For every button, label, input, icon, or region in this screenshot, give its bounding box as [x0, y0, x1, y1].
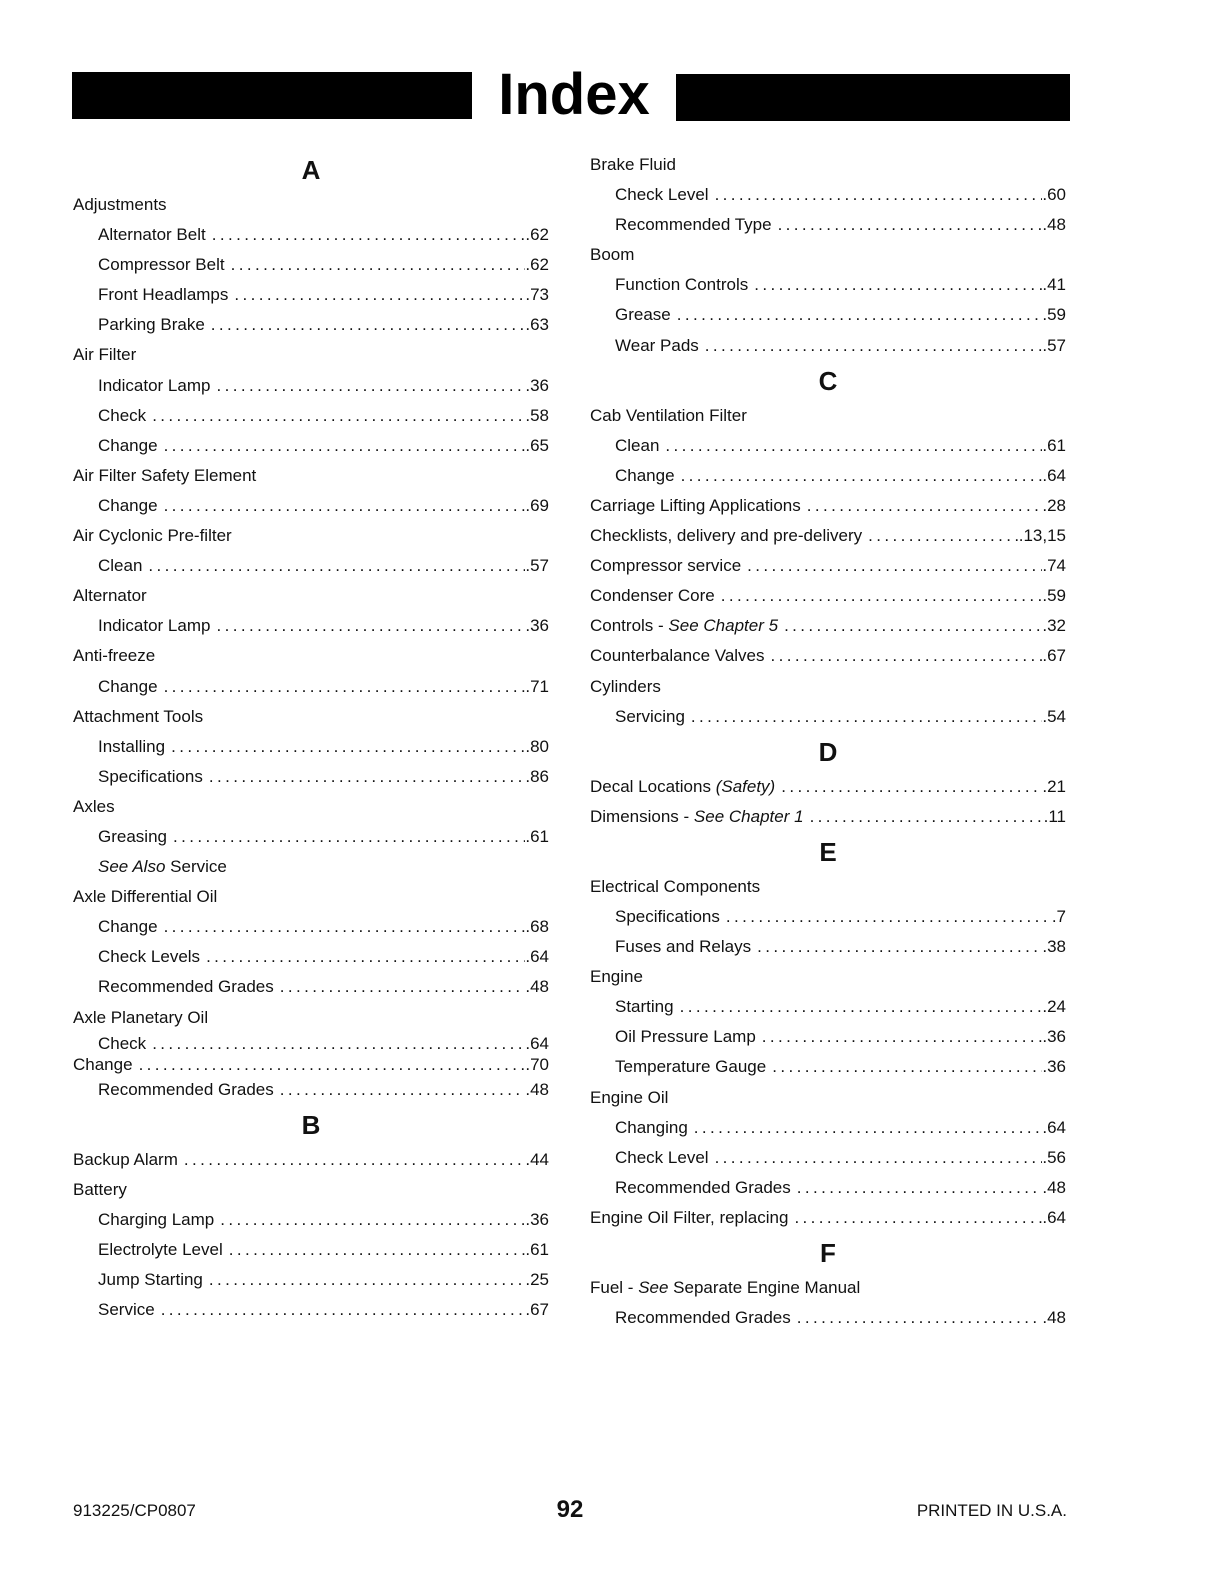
index-entry-label: Charging Lamp [98, 1209, 215, 1229]
page-reference: .62 [525, 225, 549, 245]
index-entry [73, 340, 549, 370]
dot-leader [139, 1054, 526, 1075]
index-entry-label: Check [98, 1033, 147, 1053]
index-cross-reference: (Safety) [715, 776, 776, 796]
index-subentry [590, 180, 1066, 210]
index-entry-label: Parking Brake [98, 315, 205, 335]
page-reference: .54 [1042, 706, 1066, 726]
index-entry [73, 792, 549, 822]
index-entry-label: Recommended Type [615, 215, 772, 235]
index-subentry [590, 702, 1066, 732]
index-entry-label: Specifications [98, 766, 203, 786]
page-reference: .61 [525, 826, 549, 846]
page-reference: .24 [1042, 997, 1066, 1017]
dot-leader [705, 331, 1043, 361]
index-entry-label: Oil Pressure Lamp [615, 1027, 756, 1047]
page-reference: .68 [525, 917, 549, 937]
index-entry-text: Service [165, 857, 227, 877]
index-subentry [590, 1022, 1066, 1052]
index-section-letter: B [301, 1109, 321, 1140]
page-reference: .65 [525, 435, 549, 455]
index-subentry [73, 310, 549, 340]
index-subentry [73, 672, 549, 702]
page-reference: .80 [525, 736, 549, 756]
page-reference: .41 [1042, 275, 1066, 295]
page-reference: .38 [1042, 937, 1066, 957]
index-entry [73, 581, 549, 611]
dot-leader [807, 491, 1043, 521]
page-reference: .70 [525, 1054, 549, 1074]
index-subentry [73, 1295, 549, 1325]
index-entry-label: Change [615, 465, 675, 485]
index-subentry [590, 932, 1066, 962]
index-entry-label [590, 802, 810, 832]
page-reference: .64 [1042, 1117, 1066, 1137]
index-subentry [73, 822, 549, 852]
page-reference: .61 [1042, 435, 1066, 455]
index-entry-label: Compressor Belt [98, 255, 225, 275]
dot-leader [810, 802, 1044, 832]
index-entry-label: Attachment Tools [73, 706, 204, 726]
page-reference: .28 [1042, 495, 1066, 515]
dot-leader [184, 1145, 525, 1175]
index-subentry [590, 992, 1066, 1022]
index-entry [73, 190, 549, 220]
index-entry-text: Decal Locations [590, 776, 716, 796]
index-entry-label [590, 611, 784, 641]
index-subentry [73, 942, 549, 972]
page-reference: .57 [525, 556, 549, 576]
dot-leader [209, 1265, 525, 1295]
index-entry [590, 150, 1066, 180]
index-entry-label: Indicator Lamp [98, 375, 211, 395]
index-entry-label: Check Level [615, 1147, 709, 1167]
dot-leader [715, 1143, 1043, 1173]
page-reference: .58 [525, 405, 549, 425]
index-cross-reference: See Chapter 5 [668, 616, 779, 636]
dot-leader [726, 902, 1052, 932]
index-subentry [590, 300, 1066, 330]
index-entry [590, 240, 1066, 270]
index-entry-label: Axles [73, 796, 115, 816]
index-entry-label: Check Levels [98, 947, 201, 967]
index-subentry [590, 331, 1066, 361]
dot-leader [164, 912, 526, 942]
index-subentry [73, 1033, 549, 1054]
page-reference: .61 [525, 1240, 549, 1259]
index-entry-label: Change [98, 435, 158, 455]
dot-leader [694, 1113, 1043, 1143]
index-entry-label: Check [98, 405, 147, 425]
dot-leader [757, 932, 1042, 962]
page-reference: .44 [525, 1149, 549, 1169]
index-entry-label: Anti-freeze [73, 646, 156, 666]
dot-leader [173, 822, 525, 852]
index-subentry [73, 1265, 549, 1295]
index-entry-label: Engine [590, 967, 643, 987]
index-entry-label: Alternator Belt [98, 225, 206, 245]
index-subentry [73, 280, 549, 310]
dot-leader [715, 180, 1043, 210]
index-subentry [73, 431, 549, 461]
dot-leader [152, 1033, 525, 1054]
index-entry [590, 641, 1066, 671]
index-entry-label: Grease [615, 305, 671, 325]
index-entry-label: Battery [73, 1179, 127, 1199]
index-entry-label: Function Controls [615, 275, 749, 295]
index-entry-label: Changing [615, 1117, 688, 1137]
dot-leader [797, 1303, 1043, 1333]
page-reference: .62 [525, 255, 549, 275]
index-entry-label: Air Cyclonic Pre-filter [73, 526, 232, 546]
dot-leader [171, 732, 525, 762]
index-subentry [73, 401, 549, 431]
page-reference: .25 [525, 1270, 549, 1290]
index-column-left [73, 150, 549, 1325]
document-code: 913225/CP0807 [73, 1501, 196, 1520]
index-entry-label: Recommended Grades [615, 1177, 791, 1197]
dot-leader [206, 942, 525, 972]
index-column-right [590, 150, 1066, 1333]
dot-leader [665, 431, 1042, 461]
index-entry-label: Greasing [98, 826, 167, 846]
title-bar-right-rule [676, 74, 1070, 121]
index-entry [73, 521, 549, 551]
page-reference: .48 [1042, 215, 1066, 235]
index-subentry [590, 1113, 1066, 1143]
index-subentry [590, 1143, 1066, 1173]
index-subentry [73, 972, 549, 1002]
dot-leader [778, 210, 1043, 240]
index-entry [590, 672, 1066, 702]
index-entry-text: Fuel - [590, 1278, 639, 1297]
index-entry-label: Service [98, 1300, 155, 1320]
page-reference: .36 [1042, 1057, 1066, 1077]
index-entry [590, 581, 1066, 611]
dot-leader [164, 491, 526, 521]
page-number: 92 [556, 1496, 584, 1523]
index-subentry [590, 210, 1066, 240]
index-entry [590, 802, 1066, 832]
index-subentry [73, 1235, 549, 1265]
index-section-letter: C [818, 365, 838, 396]
dot-leader [721, 581, 1043, 611]
index-entry-label: Change [98, 676, 158, 696]
dot-leader [754, 270, 1042, 300]
index-entry-label: Temperature Gauge [615, 1057, 767, 1077]
index-subentry [73, 250, 549, 280]
index-entry-label: Engine Oil Filter, replacing [590, 1207, 789, 1227]
index-entry-label: Recommended Grades [98, 1079, 274, 1099]
dot-leader [164, 431, 526, 461]
index-entry [590, 1203, 1066, 1233]
index-cross-reference: See [638, 1278, 669, 1297]
index-entry-label: Clean [98, 556, 143, 576]
dot-leader [220, 1205, 525, 1235]
index-entry [73, 1003, 549, 1033]
index-subentry [73, 852, 549, 882]
index-entry-label: Starting [615, 997, 674, 1017]
dot-leader [209, 762, 525, 792]
index-entry-label: Condenser Core [590, 586, 715, 606]
index-entry-label: Alternator [73, 586, 147, 606]
dot-leader [212, 220, 526, 250]
index-subentry [73, 912, 549, 942]
index-cross-reference: See Chapter 1 [693, 806, 804, 826]
page-reference: .48 [525, 1079, 549, 1099]
page-reference: .48 [1042, 1308, 1066, 1328]
index-section-letter: A [301, 155, 321, 185]
index-entry-label: Brake Fluid [590, 155, 676, 174]
index-entry [73, 702, 549, 732]
dot-leader [691, 702, 1042, 732]
index-subentry [73, 762, 549, 792]
page-reference: .56 [1042, 1147, 1066, 1167]
index-entry-label: Recommended Grades [98, 977, 274, 997]
dot-leader [797, 1173, 1043, 1203]
index-entry [590, 611, 1066, 641]
index-entry [590, 872, 1066, 902]
dot-leader [784, 611, 1042, 641]
page-title: Index [498, 62, 650, 127]
index-entry-label: Axle Differential Oil [73, 887, 218, 907]
page-reference: .36 [525, 375, 549, 395]
index-entry-text-rest: Separate Engine Manual [668, 1278, 861, 1297]
dot-leader [747, 551, 1042, 581]
dot-leader [152, 401, 525, 431]
index-subentry [590, 1303, 1066, 1333]
index-entry-label: Specifications [615, 906, 720, 926]
dot-leader [161, 1295, 526, 1325]
dot-leader [148, 551, 525, 581]
index-entry-label: Adjustments [73, 195, 167, 214]
index-entry [590, 1273, 1066, 1303]
index-section-letter: F [820, 1238, 836, 1268]
index-entry-label [98, 852, 233, 882]
index-entry [73, 1175, 549, 1205]
dot-leader [211, 310, 526, 340]
dot-leader [771, 641, 1043, 671]
page-reference: .73 [525, 285, 549, 305]
index-entry [73, 882, 549, 912]
page-reference: .67 [1042, 646, 1066, 666]
index-entry-label: Counterbalance Valves [590, 646, 765, 666]
page-reference: .67 [525, 1300, 549, 1320]
page-reference: .64 [525, 1033, 549, 1053]
index-subentry [590, 461, 1066, 491]
page-reference: .57 [1042, 335, 1066, 355]
page-reference: .59 [1042, 305, 1066, 325]
index-entry-text: Controls - [590, 616, 669, 636]
page-reference: .71 [525, 676, 549, 696]
title-bar [72, 62, 1070, 127]
index-entry-label: Wear Pads [615, 335, 699, 355]
dot-leader [868, 521, 1019, 551]
page-reference: .63 [525, 315, 549, 335]
index-entry [590, 401, 1066, 431]
dot-leader [772, 1052, 1042, 1082]
index-subentry [590, 1052, 1066, 1082]
page-reference: .36 [1042, 1027, 1066, 1047]
index-entry [73, 461, 549, 491]
index-entry-label: Change [98, 495, 158, 515]
index-entry-label: Clean [615, 435, 660, 455]
index-entry-label: Air Filter Safety Element [73, 465, 257, 485]
index-subentry [590, 902, 1066, 932]
printed-notice: PRINTED IN U.S.A. [916, 1501, 1067, 1520]
dot-leader [677, 300, 1043, 330]
dot-leader [794, 1203, 1042, 1233]
page-reference: .59 [1042, 586, 1066, 606]
index-entry-label: Front Headlamps [98, 285, 229, 305]
index-entry-label: Checklists, delivery and pre-delivery [590, 526, 863, 546]
dot-leader [681, 461, 1043, 491]
index-entry-label: Compressor service [590, 556, 742, 576]
page-reference: .48 [1042, 1177, 1066, 1197]
index-entry-label: Change [98, 917, 158, 937]
index-entry-label: Installing [98, 736, 166, 756]
index-entry-label: Check Level [615, 185, 709, 205]
index-entry-label: Indicator Lamp [98, 616, 211, 636]
page-reference: .7 [1051, 906, 1066, 926]
index-entry-label [590, 1273, 866, 1303]
index-entry-label: Jump Starting [98, 1270, 203, 1290]
dot-leader [164, 672, 526, 702]
index-entry-label: Engine Oil [590, 1087, 669, 1107]
dot-leader [216, 611, 525, 641]
index-subentry [590, 270, 1066, 300]
page-reference: .64 [1042, 465, 1066, 485]
index-subentry [590, 431, 1066, 461]
index-entry-label: Servicing [615, 706, 685, 726]
index-subentry [73, 611, 549, 641]
index-entry [590, 551, 1066, 581]
index-entry-label: Axle Planetary Oil [73, 1007, 209, 1027]
index-subentry [590, 1173, 1066, 1203]
index-subentry [73, 1205, 549, 1235]
page-reference: .86 [525, 766, 549, 786]
index-subentry [73, 732, 549, 762]
index-subentry [73, 220, 549, 250]
index-entry-label: Change [73, 1054, 133, 1074]
index-entry-text: Dimensions - [590, 806, 694, 826]
dot-leader [234, 280, 525, 310]
index-entry [590, 1083, 1066, 1113]
index-subentry [73, 1075, 549, 1105]
dot-leader [680, 992, 1043, 1022]
page-reference: .74 [1042, 556, 1066, 576]
page-reference: .69 [525, 495, 549, 515]
page-reference: .13,15 [1018, 526, 1066, 546]
dot-leader [762, 1022, 1043, 1052]
dot-leader [229, 1235, 526, 1265]
page-reference: .64 [1042, 1207, 1066, 1227]
index-entry-label: Cab Ventilation Filter [590, 405, 747, 425]
dot-leader [781, 772, 1042, 802]
index-subentry [73, 371, 549, 401]
index-section-letter: D [818, 736, 838, 767]
dot-leader [231, 250, 526, 280]
index-entry [73, 1145, 549, 1175]
index-entry-label: Carriage Lifting Applications [590, 495, 801, 515]
index-entry-label: Electrical Components [590, 876, 761, 896]
page-reference: .36 [525, 1209, 549, 1229]
dot-leader [216, 371, 525, 401]
index-entry-label: Backup Alarm [73, 1149, 178, 1169]
index-subentry [73, 551, 549, 581]
index-entry-label: Cylinders [590, 676, 661, 696]
index-entry-label: Fuses and Relays [615, 937, 752, 957]
dot-leader [280, 972, 526, 1002]
index-section-letter: E [819, 836, 837, 867]
index-entry [73, 641, 549, 671]
page-footer [73, 1496, 1067, 1526]
index-see-also: See Also [98, 857, 166, 877]
index-entry-label [590, 772, 781, 802]
index-subentry [73, 491, 549, 521]
index-entry-label: Boom [590, 245, 635, 265]
index-entry [590, 521, 1066, 551]
index-entry [73, 1054, 549, 1075]
page-reference: .11 [1043, 806, 1066, 826]
page-reference: .64 [525, 947, 549, 967]
index-entry [590, 962, 1066, 992]
dot-leader [280, 1075, 526, 1105]
index-entry-label: Air Filter [73, 345, 137, 365]
index-entry [590, 772, 1066, 802]
page-reference: .36 [525, 616, 549, 636]
index-entry-label: Electrolyte Level [98, 1240, 223, 1259]
title-bar-left-rule [72, 72, 472, 119]
page-reference: .21 [1042, 776, 1066, 796]
page-reference: .32 [1042, 616, 1066, 636]
page-reference: .60 [1042, 185, 1066, 205]
index-entry [590, 491, 1066, 521]
index-entry-label: Recommended Grades [615, 1308, 791, 1328]
page-reference: .48 [525, 977, 549, 997]
